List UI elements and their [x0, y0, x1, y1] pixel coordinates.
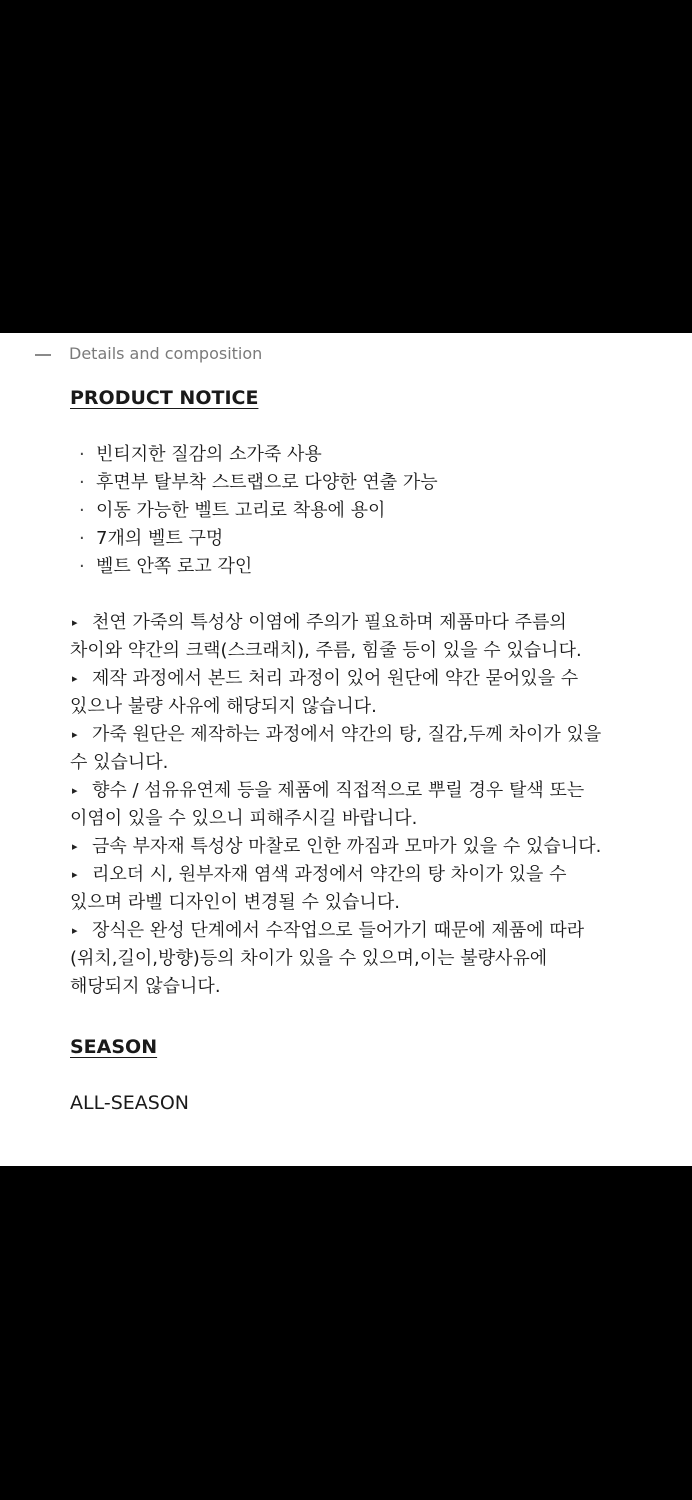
top-black-area: [0, 0, 692, 333]
feature-text: 벨트 안쪽 로고 각인: [96, 556, 253, 577]
notice-text: 금속 부자재 특성상 마찰로 인한 까짐과 모마가 있을 수 있습니다.: [92, 836, 602, 857]
triangle-bullet-icon: ▸: [72, 868, 78, 881]
feature-text: 이동 가능한 벨트 고리로 착용에 용이: [96, 500, 386, 521]
feature-text: 7개의 벨트 구멍: [96, 528, 224, 549]
triangle-bullet-icon: ▸: [72, 616, 78, 629]
notice-text: 천연 가죽의 특성상 이염에 주의가 필요하며 제품마다 주름의 차이와 약간의 크랙(스크래치), 주름, 힘줄 등이 있을 수 있습니다.: [70, 612, 582, 661]
notice-item: [70, 861, 622, 917]
bullet-dot-icon: ·: [79, 500, 85, 521]
notice-text: 장식은 완성 단계에서 수작업으로 들어가기 때문에 제품에 따라(위치,길이,방향)등의 차이가 있을 수 있으며,이는 불량사유에 해당되지 않습니다.: [70, 920, 585, 997]
notice-item: [70, 917, 622, 1001]
notice-text: 가죽 원단은 제작하는 과정에서 약간의 탕, 질감,두께 차이가 있을 수 있습니다.: [70, 724, 602, 773]
details-content: [70, 385, 630, 1116]
feature-item: [70, 525, 630, 553]
feature-item: [70, 553, 630, 581]
section-title: Details and composition: [69, 344, 263, 363]
details-panel: [0, 333, 692, 1166]
notice-item: [70, 609, 622, 665]
season-value: ALL-SEASON: [70, 1092, 189, 1114]
bullet-dot-icon: ·: [79, 472, 85, 493]
collapse-dash-icon[interactable]: [35, 354, 51, 356]
feature-item: [70, 469, 630, 497]
triangle-bullet-icon: ▸: [72, 728, 78, 741]
feature-list: [70, 441, 630, 581]
details-section-header[interactable]: [0, 341, 692, 369]
bullet-dot-icon: ·: [79, 444, 85, 465]
feature-item: [70, 441, 630, 469]
notice-item: [70, 833, 622, 861]
feature-text: 후면부 탈부착 스트랩으로 다양한 연출 가능: [96, 472, 438, 493]
triangle-bullet-icon: ▸: [72, 924, 78, 937]
triangle-bullet-icon: ▸: [72, 672, 78, 685]
product-notice-heading: PRODUCT NOTICE: [70, 387, 259, 409]
feature-item: [70, 497, 630, 525]
notice-item: [70, 721, 622, 777]
notice-text: 리오더 시, 원부자재 염색 과정에서 약간의 탕 차이가 있을 수 있으며 라벨 디자인이 변경될 수 있습니다.: [70, 864, 567, 913]
triangle-bullet-icon: ▸: [72, 784, 78, 797]
notice-item: [70, 665, 622, 721]
notice-item: [70, 777, 622, 833]
feature-text: 빈티지한 질감의 소가죽 사용: [96, 444, 322, 465]
bullet-dot-icon: ·: [79, 528, 85, 549]
season-heading: SEASON: [70, 1036, 158, 1058]
notice-text: 제작 과정에서 본드 처리 과정이 있어 원단에 약간 묻어있을 수 있으나 불량 사유에 해당되지 않습니다.: [70, 668, 579, 717]
notice-text: 향수 / 섬유유연제 등을 제품에 직접적으로 뿌릴 경우 탈색 또는 이염이 있을 수 있으니 피해주시길 바랍니다.: [70, 780, 585, 829]
bottom-black-area: [0, 1166, 692, 1500]
notice-list: [70, 609, 622, 1001]
triangle-bullet-icon: ▸: [72, 840, 78, 853]
bullet-dot-icon: ·: [79, 556, 85, 577]
